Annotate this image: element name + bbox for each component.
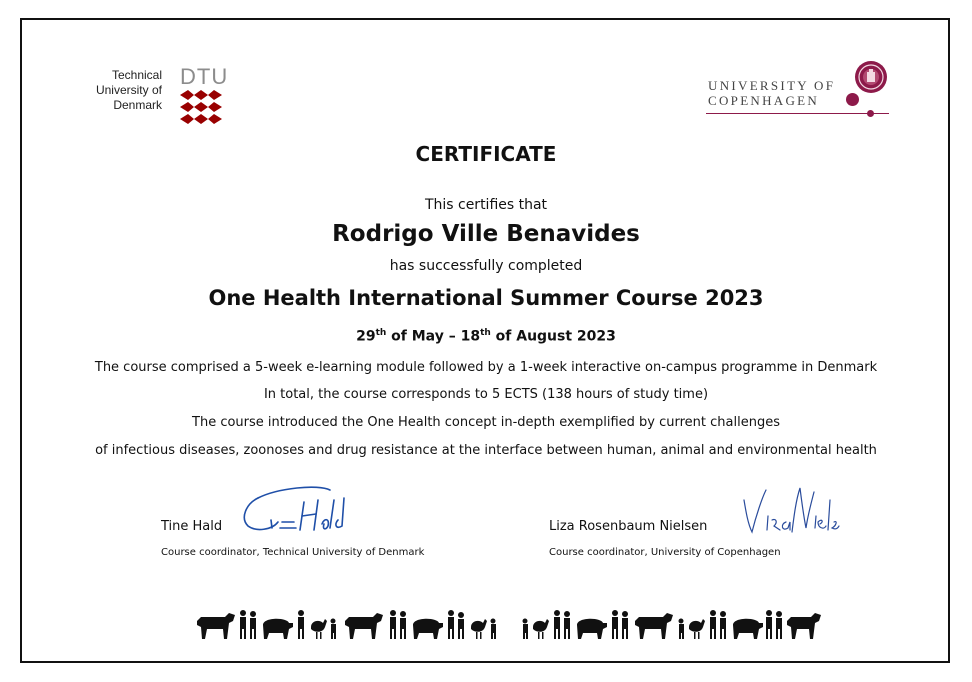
dtu-logo [80,66,230,126]
ku-divider-line [706,113,889,114]
course-name: One Health International Summer Course 2023 [208,286,764,310]
dtu-logo-text [80,68,162,113]
ku-logo-line: UNIVERSITY OF [708,78,836,93]
certificate-title: CERTIFICATE [415,142,557,166]
completed-text: has successfully completed [389,258,583,274]
ku-logo [700,60,900,122]
ku-logo-line: COPENHAGEN [708,93,820,108]
signature-2-image [740,486,840,536]
recipient-name: Rodrigo Ville Benavides [332,221,640,247]
signatory-name-2: Liza Rosenbaum Nielsen [549,519,708,534]
description-line: In total, the course corresponds to 5 ECTS (138 hours of study time) [263,387,709,402]
description-line: of infectious diseases, zoonoses and drug resistance at the interface between human, animal and environmental health [95,443,877,458]
end-day: 18 [460,328,481,345]
dtu-logo-line: Technical [111,68,162,82]
course-dates [0,328,972,345]
ku-dot-large [846,93,859,106]
signatory-role-1: Course coordinator, Technical University of Denmark [161,547,425,558]
signatory-role-2: Course coordinator, University of Copenhagen [549,547,781,558]
ku-seal-icon [854,60,888,94]
dtu-logo-line: University of [95,83,162,97]
start-day-suffix: th [375,328,387,338]
signature-1-image [238,480,348,540]
ku-dot-small [867,110,874,117]
description-line: The course comprised a 5-week e-learning module followed by a 1-week interactive on-campus programme in Denmark [94,360,878,375]
signatory-name-1: Tine Hald [161,519,223,534]
silhouette-border-icon [195,603,825,643]
start-day: 29 [356,328,376,345]
dtu-mark [180,66,228,128]
dtu-logo-line: Denmark [113,98,162,112]
end-day-suffix: th [480,328,491,338]
dtu-diamond-icon [180,90,222,124]
ku-logo-text [708,78,835,108]
end-month-year: of August 2023 [490,328,616,345]
dtu-mark-letters: DTU [180,64,229,89]
description-line: The course introduced the One Health concept in-depth exemplified by current challenges [192,415,780,430]
certifies-text: This certifies that [424,197,548,213]
start-month: of May – [386,328,461,345]
